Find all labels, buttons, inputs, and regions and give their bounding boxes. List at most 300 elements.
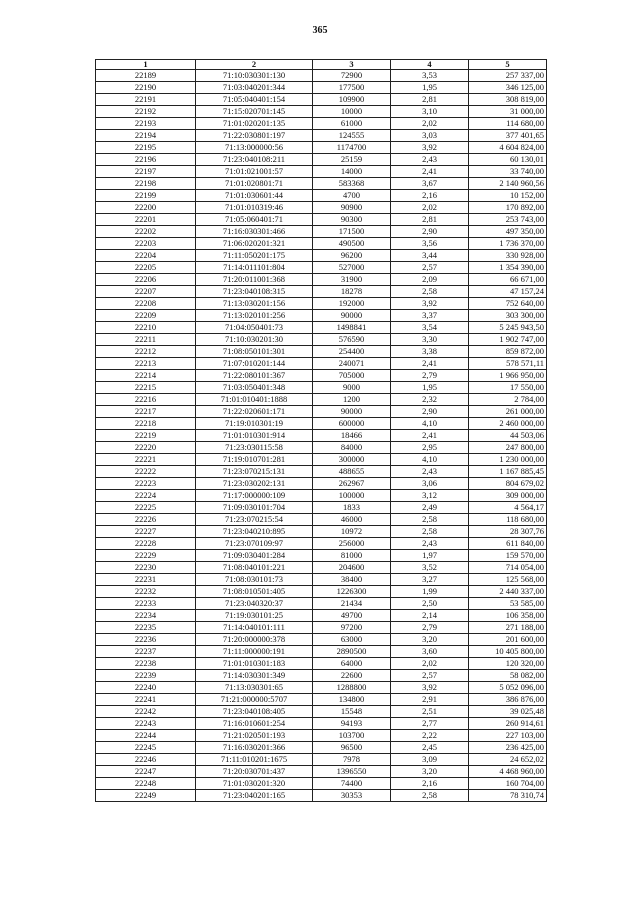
table-row bbox=[96, 645, 547, 657]
table-row bbox=[96, 393, 547, 405]
rate-cell: 1,95 bbox=[391, 381, 469, 393]
area-cell: 527000 bbox=[313, 261, 391, 273]
value-cell: 752 640,00 bbox=[469, 297, 547, 309]
value-cell: 308 819,00 bbox=[469, 93, 547, 105]
value-cell: 330 928,00 bbox=[469, 249, 547, 261]
cadastral-number-cell: 71:23:040320:37 bbox=[196, 597, 313, 609]
area-cell: 21434 bbox=[313, 597, 391, 609]
area-cell: 4700 bbox=[313, 189, 391, 201]
table-row bbox=[96, 705, 547, 717]
value-cell: 377 401,65 bbox=[469, 129, 547, 141]
rate-cell: 2,02 bbox=[391, 201, 469, 213]
value-cell: 5 052 096,00 bbox=[469, 681, 547, 693]
table-row bbox=[96, 753, 547, 765]
value-cell: 1 167 885,45 bbox=[469, 465, 547, 477]
row-number-cell: 22190 bbox=[96, 81, 196, 93]
row-number-cell: 22210 bbox=[96, 321, 196, 333]
row-number-cell: 22198 bbox=[96, 177, 196, 189]
cadastral-number-cell: 71:23:040108:315 bbox=[196, 285, 313, 297]
table-row bbox=[96, 657, 547, 669]
table-row bbox=[96, 525, 547, 537]
rate-cell: 2,02 bbox=[391, 657, 469, 669]
rate-cell: 2,16 bbox=[391, 189, 469, 201]
table-row bbox=[96, 285, 547, 297]
table-row bbox=[96, 165, 547, 177]
value-cell: 2 784,00 bbox=[469, 393, 547, 405]
area-cell: 63000 bbox=[313, 633, 391, 645]
row-number-cell: 22226 bbox=[96, 513, 196, 525]
cadastral-number-cell: 71:14:030301:349 bbox=[196, 669, 313, 681]
cadastral-number-cell: 71:19:010301:19 bbox=[196, 417, 313, 429]
value-cell: 346 125,00 bbox=[469, 81, 547, 93]
page-number: 365 bbox=[312, 25, 328, 36]
table-row bbox=[96, 429, 547, 441]
cadastral-number-cell: 71:01:010301:183 bbox=[196, 657, 313, 669]
area-cell: 25159 bbox=[313, 153, 391, 165]
row-number-cell: 22234 bbox=[96, 609, 196, 621]
table-row bbox=[96, 729, 547, 741]
value-cell: 160 704,00 bbox=[469, 777, 547, 789]
cadastral-number-cell: 71:08:030101:73 bbox=[196, 573, 313, 585]
row-number-cell: 22212 bbox=[96, 345, 196, 357]
area-cell: 22600 bbox=[313, 669, 391, 681]
row-number-cell: 22222 bbox=[96, 465, 196, 477]
row-number-cell: 22232 bbox=[96, 585, 196, 597]
rate-cell: 3,38 bbox=[391, 345, 469, 357]
cadastral-number-cell: 71:20:030701:437 bbox=[196, 765, 313, 777]
row-number-cell: 22239 bbox=[96, 669, 196, 681]
cadastral-number-cell: 71:13:020101:256 bbox=[196, 309, 313, 321]
area-cell: 1174700 bbox=[313, 141, 391, 153]
area-cell: 1396550 bbox=[313, 765, 391, 777]
area-cell: 262967 bbox=[313, 477, 391, 489]
rate-cell: 3,10 bbox=[391, 105, 469, 117]
cadastral-number-cell: 71:19:030101:25 bbox=[196, 609, 313, 621]
area-cell: 72900 bbox=[313, 69, 391, 81]
rate-cell: 3,52 bbox=[391, 561, 469, 573]
cadastral-number-cell: 71:17:000000:109 bbox=[196, 489, 313, 501]
cadastral-number-cell: 71:13:030201:156 bbox=[196, 297, 313, 309]
area-cell: 1200 bbox=[313, 393, 391, 405]
row-number-cell: 22235 bbox=[96, 621, 196, 633]
value-cell: 309 000,00 bbox=[469, 489, 547, 501]
rate-cell: 3,92 bbox=[391, 141, 469, 153]
value-cell: 106 358,00 bbox=[469, 609, 547, 621]
cadastral-number-cell: 71:07:010201:144 bbox=[196, 357, 313, 369]
cadastral-number-cell: 71:23:030115:58 bbox=[196, 441, 313, 453]
table-row bbox=[96, 237, 547, 249]
area-cell: 204600 bbox=[313, 561, 391, 573]
table-row bbox=[96, 309, 547, 321]
area-cell: 705000 bbox=[313, 369, 391, 381]
area-cell: 38400 bbox=[313, 573, 391, 585]
cadastral-number-cell: 71:09:030401:284 bbox=[196, 549, 313, 561]
cadastral-number-cell: 71:23:040201:165 bbox=[196, 789, 313, 801]
table-row bbox=[96, 93, 547, 105]
row-number-cell: 22199 bbox=[96, 189, 196, 201]
row-number-cell: 22201 bbox=[96, 213, 196, 225]
row-number-cell: 22217 bbox=[96, 405, 196, 417]
value-cell: 159 570,00 bbox=[469, 549, 547, 561]
row-number-cell: 22209 bbox=[96, 309, 196, 321]
table-row bbox=[96, 561, 547, 573]
rate-cell: 2,41 bbox=[391, 165, 469, 177]
table-row bbox=[96, 489, 547, 501]
value-cell: 4 468 960,00 bbox=[469, 765, 547, 777]
row-number-cell: 22203 bbox=[96, 237, 196, 249]
area-cell: 100000 bbox=[313, 489, 391, 501]
value-cell: 201 600,00 bbox=[469, 633, 547, 645]
column-header-1: 1 bbox=[96, 60, 196, 70]
value-cell: 386 876,00 bbox=[469, 693, 547, 705]
rate-cell: 2,77 bbox=[391, 717, 469, 729]
table-row bbox=[96, 189, 547, 201]
area-cell: 2890500 bbox=[313, 645, 391, 657]
area-cell: 1226300 bbox=[313, 585, 391, 597]
cadastral-number-cell: 71:05:040401:154 bbox=[196, 93, 313, 105]
area-cell: 90000 bbox=[313, 405, 391, 417]
table-row bbox=[96, 297, 547, 309]
value-cell: 859 872,00 bbox=[469, 345, 547, 357]
table-row bbox=[96, 621, 547, 633]
row-number-cell: 22247 bbox=[96, 765, 196, 777]
row-number-cell: 22221 bbox=[96, 453, 196, 465]
row-number-cell: 22233 bbox=[96, 597, 196, 609]
value-cell: 714 054,00 bbox=[469, 561, 547, 573]
rate-cell: 2,41 bbox=[391, 357, 469, 369]
data-table bbox=[95, 59, 547, 802]
cadastral-number-cell: 71:21:000000:5707 bbox=[196, 693, 313, 705]
rate-cell: 4,10 bbox=[391, 417, 469, 429]
row-number-cell: 22238 bbox=[96, 657, 196, 669]
row-number-cell: 22191 bbox=[96, 93, 196, 105]
value-cell: 253 743,00 bbox=[469, 213, 547, 225]
table-row bbox=[96, 381, 547, 393]
value-cell: 4 564,17 bbox=[469, 501, 547, 513]
row-number-cell: 22202 bbox=[96, 225, 196, 237]
rate-cell: 2,57 bbox=[391, 669, 469, 681]
cadastral-number-cell: 71:01:020201:135 bbox=[196, 117, 313, 129]
rate-cell: 2,51 bbox=[391, 705, 469, 717]
area-cell: 7978 bbox=[313, 753, 391, 765]
row-number-cell: 22207 bbox=[96, 285, 196, 297]
row-number-cell: 22196 bbox=[96, 153, 196, 165]
area-cell: 46000 bbox=[313, 513, 391, 525]
rate-cell: 3,60 bbox=[391, 645, 469, 657]
area-cell: 64000 bbox=[313, 657, 391, 669]
value-cell: 33 740,00 bbox=[469, 165, 547, 177]
area-cell: 81000 bbox=[313, 549, 391, 561]
table-row bbox=[96, 741, 547, 753]
value-cell: 227 103,00 bbox=[469, 729, 547, 741]
value-cell: 1 966 950,00 bbox=[469, 369, 547, 381]
row-number-cell: 22240 bbox=[96, 681, 196, 693]
rate-cell: 2,45 bbox=[391, 741, 469, 753]
cadastral-number-cell: 71:15:020701:145 bbox=[196, 105, 313, 117]
value-cell: 5 245 943,50 bbox=[469, 321, 547, 333]
rate-cell: 2,49 bbox=[391, 501, 469, 513]
value-cell: 1 354 390,00 bbox=[469, 261, 547, 273]
cadastral-number-cell: 71:10:030301:130 bbox=[196, 69, 313, 81]
area-cell: 171500 bbox=[313, 225, 391, 237]
area-cell: 254400 bbox=[313, 345, 391, 357]
row-number-cell: 22195 bbox=[96, 141, 196, 153]
table-row bbox=[96, 261, 547, 273]
table-row bbox=[96, 537, 547, 549]
column-header-2: 2 bbox=[196, 60, 313, 70]
cadastral-number-cell: 71:08:050101:301 bbox=[196, 345, 313, 357]
rate-cell: 3,92 bbox=[391, 681, 469, 693]
row-number-cell: 22219 bbox=[96, 429, 196, 441]
row-number-cell: 22193 bbox=[96, 117, 196, 129]
value-cell: 1 902 747,00 bbox=[469, 333, 547, 345]
table-row bbox=[96, 273, 547, 285]
table-row bbox=[96, 585, 547, 597]
row-number-cell: 22230 bbox=[96, 561, 196, 573]
cadastral-number-cell: 71:06:020201:321 bbox=[196, 237, 313, 249]
table-row bbox=[96, 549, 547, 561]
value-cell: 2 440 337,00 bbox=[469, 585, 547, 597]
value-cell: 31 000,00 bbox=[469, 105, 547, 117]
value-cell: 78 310,74 bbox=[469, 789, 547, 801]
value-cell: 2 140 960,56 bbox=[469, 177, 547, 189]
value-cell: 47 157,24 bbox=[469, 285, 547, 297]
cadastral-number-cell: 71:05:060401:71 bbox=[196, 213, 313, 225]
area-cell: 31900 bbox=[313, 273, 391, 285]
area-cell: 1498841 bbox=[313, 321, 391, 333]
area-cell: 134800 bbox=[313, 693, 391, 705]
area-cell: 103700 bbox=[313, 729, 391, 741]
cadastral-number-cell: 71:23:070109:97 bbox=[196, 537, 313, 549]
rate-cell: 3,27 bbox=[391, 573, 469, 585]
rate-cell: 2,90 bbox=[391, 405, 469, 417]
area-cell: 109900 bbox=[313, 93, 391, 105]
cadastral-number-cell: 71:10:030201:30 bbox=[196, 333, 313, 345]
table-header-row bbox=[96, 60, 547, 70]
rate-cell: 3,20 bbox=[391, 765, 469, 777]
rate-cell: 3,53 bbox=[391, 69, 469, 81]
rate-cell: 3,03 bbox=[391, 129, 469, 141]
rate-cell: 2,79 bbox=[391, 621, 469, 633]
rate-cell: 2,81 bbox=[391, 213, 469, 225]
area-cell: 583368 bbox=[313, 177, 391, 189]
area-cell: 97200 bbox=[313, 621, 391, 633]
rate-cell: 4,10 bbox=[391, 453, 469, 465]
row-number-cell: 22248 bbox=[96, 777, 196, 789]
value-cell: 303 300,00 bbox=[469, 309, 547, 321]
row-number-cell: 22249 bbox=[96, 789, 196, 801]
area-cell: 14000 bbox=[313, 165, 391, 177]
table-row bbox=[96, 225, 547, 237]
cadastral-number-cell: 71:08:010501:405 bbox=[196, 585, 313, 597]
value-cell: 2 460 000,00 bbox=[469, 417, 547, 429]
rate-cell: 2,02 bbox=[391, 117, 469, 129]
area-cell: 240071 bbox=[313, 357, 391, 369]
cadastral-number-cell: 71:01:020801:71 bbox=[196, 177, 313, 189]
area-cell: 61000 bbox=[313, 117, 391, 129]
area-cell: 10000 bbox=[313, 105, 391, 117]
cadastral-number-cell: 71:01:010401:1888 bbox=[196, 393, 313, 405]
area-cell: 600000 bbox=[313, 417, 391, 429]
table-row bbox=[96, 417, 547, 429]
table-row bbox=[96, 177, 547, 189]
area-cell: 256000 bbox=[313, 537, 391, 549]
area-cell: 177500 bbox=[313, 81, 391, 93]
value-cell: 170 892,00 bbox=[469, 201, 547, 213]
table-row bbox=[96, 609, 547, 621]
row-number-cell: 22189 bbox=[96, 69, 196, 81]
rate-cell: 2,09 bbox=[391, 273, 469, 285]
row-number-cell: 22220 bbox=[96, 441, 196, 453]
value-cell: 66 671,00 bbox=[469, 273, 547, 285]
cadastral-number-cell: 71:03:040201:344 bbox=[196, 81, 313, 93]
cadastral-number-cell: 71:01:010301:914 bbox=[196, 429, 313, 441]
row-number-cell: 22213 bbox=[96, 357, 196, 369]
cadastral-number-cell: 71:23:040108:405 bbox=[196, 705, 313, 717]
area-cell: 49700 bbox=[313, 609, 391, 621]
value-cell: 1 736 370,00 bbox=[469, 237, 547, 249]
cadastral-number-cell: 71:23:070215:131 bbox=[196, 465, 313, 477]
cadastral-number-cell: 71:19:010701:281 bbox=[196, 453, 313, 465]
area-cell: 96200 bbox=[313, 249, 391, 261]
cadastral-number-cell: 71:21:020501:193 bbox=[196, 729, 313, 741]
area-cell: 9000 bbox=[313, 381, 391, 393]
value-cell: 17 550,00 bbox=[469, 381, 547, 393]
table-row bbox=[96, 405, 547, 417]
rate-cell: 2,58 bbox=[391, 789, 469, 801]
row-number-cell: 22245 bbox=[96, 741, 196, 753]
rate-cell: 3,20 bbox=[391, 633, 469, 645]
cadastral-number-cell: 71:22:030801:197 bbox=[196, 129, 313, 141]
row-number-cell: 22208 bbox=[96, 297, 196, 309]
value-cell: 1 230 000,00 bbox=[469, 453, 547, 465]
rate-cell: 3,12 bbox=[391, 489, 469, 501]
rate-cell: 1,99 bbox=[391, 585, 469, 597]
value-cell: 611 840,00 bbox=[469, 537, 547, 549]
value-cell: 125 568,00 bbox=[469, 573, 547, 585]
rate-cell: 2,43 bbox=[391, 153, 469, 165]
row-number-cell: 22200 bbox=[96, 201, 196, 213]
value-cell: 804 679,02 bbox=[469, 477, 547, 489]
row-number-cell: 22229 bbox=[96, 549, 196, 561]
row-number-cell: 22246 bbox=[96, 753, 196, 765]
area-cell: 18278 bbox=[313, 285, 391, 297]
row-number-cell: 22244 bbox=[96, 729, 196, 741]
cadastral-number-cell: 71:14:040101:111 bbox=[196, 621, 313, 633]
row-number-cell: 22236 bbox=[96, 633, 196, 645]
rate-cell: 1,95 bbox=[391, 81, 469, 93]
cadastral-number-cell: 71:23:040210:895 bbox=[196, 525, 313, 537]
cadastral-number-cell: 71:22:080101:367 bbox=[196, 369, 313, 381]
value-cell: 236 425,00 bbox=[469, 741, 547, 753]
cadastral-number-cell: 71:01:021001:57 bbox=[196, 165, 313, 177]
table-row bbox=[96, 213, 547, 225]
cadastral-number-cell: 71:20:000000:378 bbox=[196, 633, 313, 645]
area-cell: 1288800 bbox=[313, 681, 391, 693]
area-cell: 490500 bbox=[313, 237, 391, 249]
table-row bbox=[96, 465, 547, 477]
row-number-cell: 22241 bbox=[96, 693, 196, 705]
table-row bbox=[96, 369, 547, 381]
table-row bbox=[96, 681, 547, 693]
area-cell: 192000 bbox=[313, 297, 391, 309]
table-row bbox=[96, 477, 547, 489]
cadastral-number-cell: 71:04:050401:73 bbox=[196, 321, 313, 333]
value-cell: 60 130,01 bbox=[469, 153, 547, 165]
cadastral-number-cell: 71:23:070215:54 bbox=[196, 513, 313, 525]
rate-cell: 3,30 bbox=[391, 333, 469, 345]
area-cell: 488655 bbox=[313, 465, 391, 477]
rate-cell: 3,56 bbox=[391, 237, 469, 249]
column-header-4: 4 bbox=[391, 60, 469, 70]
table-row bbox=[96, 453, 547, 465]
value-cell: 24 652,02 bbox=[469, 753, 547, 765]
row-number-cell: 22215 bbox=[96, 381, 196, 393]
table-row bbox=[96, 633, 547, 645]
row-number-cell: 22192 bbox=[96, 105, 196, 117]
row-number-cell: 22204 bbox=[96, 249, 196, 261]
row-number-cell: 22206 bbox=[96, 273, 196, 285]
area-cell: 576590 bbox=[313, 333, 391, 345]
row-number-cell: 22224 bbox=[96, 489, 196, 501]
cadastral-number-cell: 71:16:030201:366 bbox=[196, 741, 313, 753]
table-row bbox=[96, 669, 547, 681]
row-number-cell: 22205 bbox=[96, 261, 196, 273]
cadastral-number-cell: 71:11:000000:191 bbox=[196, 645, 313, 657]
row-number-cell: 22211 bbox=[96, 333, 196, 345]
area-cell: 10972 bbox=[313, 525, 391, 537]
rate-cell: 2,91 bbox=[391, 693, 469, 705]
table-row bbox=[96, 597, 547, 609]
cadastral-number-cell: 71:16:030301:466 bbox=[196, 225, 313, 237]
row-number-cell: 22243 bbox=[96, 717, 196, 729]
rate-cell: 3,54 bbox=[391, 321, 469, 333]
cadastral-number-cell: 71:08:040101:221 bbox=[196, 561, 313, 573]
cadastral-number-cell: 71:20:011001:368 bbox=[196, 273, 313, 285]
rate-cell: 3,44 bbox=[391, 249, 469, 261]
table-body bbox=[96, 69, 547, 801]
rate-cell: 2,79 bbox=[391, 369, 469, 381]
value-cell: 271 188,00 bbox=[469, 621, 547, 633]
rate-cell: 2,41 bbox=[391, 429, 469, 441]
cadastral-number-cell: 71:23:040108:211 bbox=[196, 153, 313, 165]
row-number-cell: 22197 bbox=[96, 165, 196, 177]
value-cell: 4 604 824,00 bbox=[469, 141, 547, 153]
area-cell: 74400 bbox=[313, 777, 391, 789]
table-row bbox=[96, 717, 547, 729]
rate-cell: 2,14 bbox=[391, 609, 469, 621]
table-row bbox=[96, 441, 547, 453]
cadastral-number-cell: 71:22:020601:171 bbox=[196, 405, 313, 417]
value-cell: 578 571,11 bbox=[469, 357, 547, 369]
table-row bbox=[96, 249, 547, 261]
cadastral-number-cell: 71:01:030601:44 bbox=[196, 189, 313, 201]
column-header-5: 5 bbox=[469, 60, 547, 70]
table-row bbox=[96, 345, 547, 357]
table-row bbox=[96, 765, 547, 777]
rate-cell: 2,58 bbox=[391, 285, 469, 297]
rate-cell: 3,09 bbox=[391, 753, 469, 765]
cadastral-number-cell: 71:01:010319:46 bbox=[196, 201, 313, 213]
cadastral-number-cell: 71:16:010601:254 bbox=[196, 717, 313, 729]
row-number-cell: 22242 bbox=[96, 705, 196, 717]
rate-cell: 3,06 bbox=[391, 477, 469, 489]
rate-cell: 2,16 bbox=[391, 777, 469, 789]
column-header-3: 3 bbox=[313, 60, 391, 70]
row-number-cell: 22214 bbox=[96, 369, 196, 381]
rate-cell: 3,67 bbox=[391, 177, 469, 189]
area-cell: 15548 bbox=[313, 705, 391, 717]
